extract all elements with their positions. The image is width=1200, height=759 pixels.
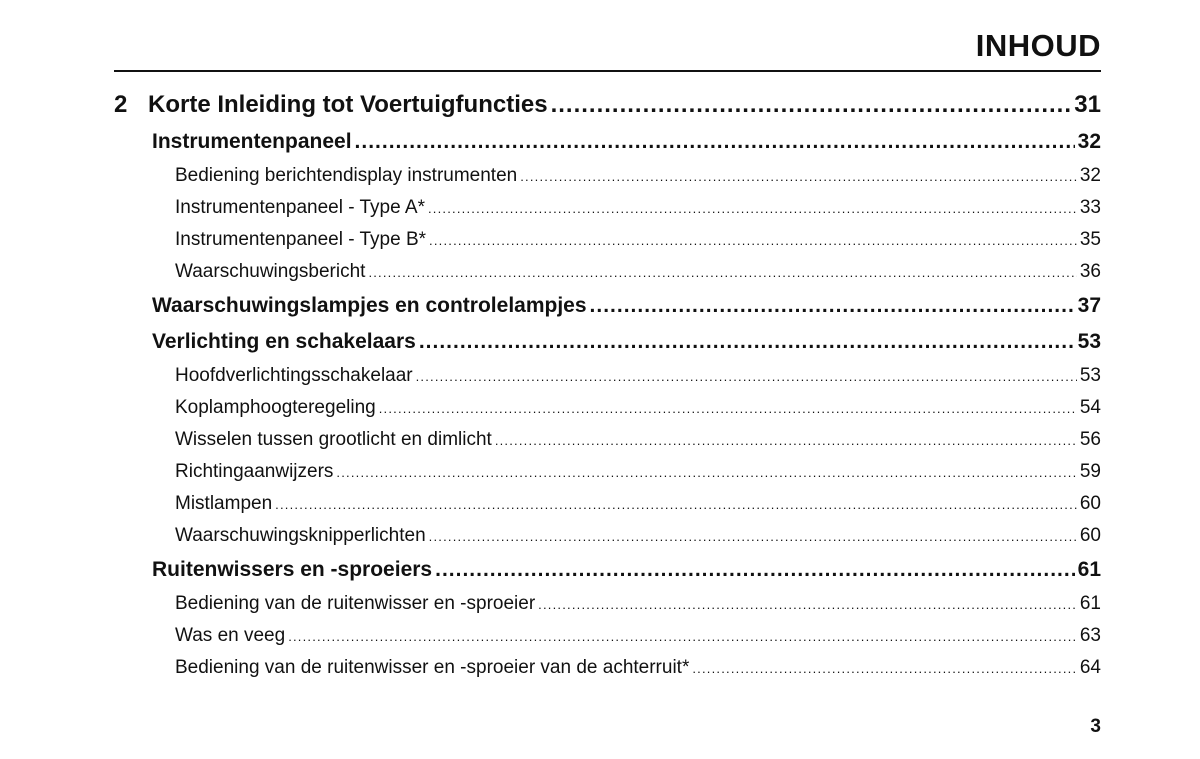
- page-title: INHOUD: [975, 28, 1101, 63]
- section-title: Verlichting en schakelaars: [152, 330, 416, 353]
- toc-item[interactable]: [114, 224, 1101, 256]
- toc-item[interactable]: [114, 192, 1101, 224]
- toc-section-instrumentenpaneel[interactable]: [114, 124, 1101, 160]
- toc-item[interactable]: [114, 652, 1101, 684]
- toc-section-verlichting[interactable]: [114, 324, 1101, 360]
- dot-leader: [429, 225, 1077, 256]
- dot-leader: [435, 552, 1075, 588]
- item-page: 56: [1079, 429, 1101, 450]
- section-title: Ruitenwissers en -sproeiers: [152, 558, 433, 581]
- chapter-page: 31: [1074, 91, 1101, 118]
- toc-item[interactable]: [114, 160, 1101, 192]
- item-title: Hoofdverlichtingsschakelaar: [175, 365, 413, 386]
- dot-leader: [416, 361, 1077, 392]
- toc-section-waarschuwingslampjes[interactable]: [114, 288, 1101, 324]
- item-title: Instrumentenpaneel - Type B*: [175, 229, 427, 250]
- toc-item[interactable]: [114, 488, 1101, 520]
- item-page: 59: [1079, 461, 1101, 482]
- item-page: 54: [1079, 397, 1101, 418]
- dot-leader: [692, 653, 1077, 684]
- toc-item[interactable]: [114, 456, 1101, 488]
- item-title: Wisselen tussen grootlicht en dimlicht: [175, 429, 492, 450]
- toc-item[interactable]: [114, 256, 1101, 288]
- item-page: 64: [1079, 657, 1101, 678]
- dot-leader: [355, 124, 1075, 160]
- dot-leader: [275, 489, 1077, 520]
- item-page: 35: [1079, 229, 1101, 250]
- dot-leader: [379, 393, 1077, 424]
- page-header: [114, 26, 1101, 72]
- toc-item[interactable]: [114, 424, 1101, 456]
- table-of-contents: [114, 86, 1101, 684]
- item-title: Bediening berichtendisplay instrumenten: [175, 165, 518, 186]
- item-page: 33: [1079, 197, 1101, 218]
- item-title: Instrumentenpaneel - Type A*: [175, 197, 425, 218]
- dot-leader: [551, 86, 1072, 124]
- toc-item[interactable]: [114, 620, 1101, 652]
- toc-item[interactable]: [114, 360, 1101, 392]
- dot-leader: [429, 521, 1077, 552]
- dot-leader: [538, 589, 1077, 620]
- item-title: Bediening van de ruitenwisser en -sproeier: [175, 593, 536, 614]
- page-number: 3: [1090, 716, 1101, 737]
- chapter-number: 2: [114, 91, 128, 118]
- dot-leader: [336, 457, 1076, 488]
- dot-leader: [495, 425, 1077, 456]
- dot-leader: [419, 324, 1075, 360]
- item-page: 61: [1079, 593, 1101, 614]
- item-title: Waarschuwingsknipperlichten: [175, 525, 426, 546]
- item-title: Bediening van de ruitenwisser en -sproeier van de achterruit*: [175, 657, 690, 678]
- dot-leader: [590, 288, 1075, 324]
- item-title: Mistlampen: [175, 493, 273, 514]
- section-page: 61: [1077, 558, 1101, 581]
- dot-leader: [520, 161, 1077, 192]
- item-title: Koplamphoogteregeling: [175, 397, 376, 418]
- toc-chapter-2[interactable]: [114, 86, 1101, 124]
- dot-leader: [288, 621, 1077, 652]
- section-page: 37: [1077, 294, 1101, 317]
- chapter-title: Korte Inleiding tot Voertuigfuncties: [148, 91, 548, 118]
- section-title: Instrumentenpaneel: [152, 130, 352, 153]
- toc-item[interactable]: [114, 520, 1101, 552]
- item-page: 32: [1079, 165, 1101, 186]
- section-title: Waarschuwingslampjes en controlelampjes: [152, 294, 587, 317]
- toc-item[interactable]: [114, 588, 1101, 620]
- dot-leader: [428, 193, 1077, 224]
- dot-leader: [368, 257, 1076, 288]
- item-title: Was en veeg: [175, 625, 286, 646]
- item-page: 53: [1079, 365, 1101, 386]
- toc-section-ruitenwissers[interactable]: [114, 552, 1101, 588]
- item-title: Richtingaanwijzers: [175, 461, 334, 482]
- item-page: 60: [1079, 493, 1101, 514]
- section-page: 53: [1077, 330, 1101, 353]
- item-title: Waarschuwingsbericht: [175, 261, 366, 282]
- item-page: 36: [1079, 261, 1101, 282]
- section-page: 32: [1077, 130, 1101, 153]
- toc-item[interactable]: [114, 392, 1101, 424]
- item-page: 60: [1079, 525, 1101, 546]
- item-page: 63: [1079, 625, 1101, 646]
